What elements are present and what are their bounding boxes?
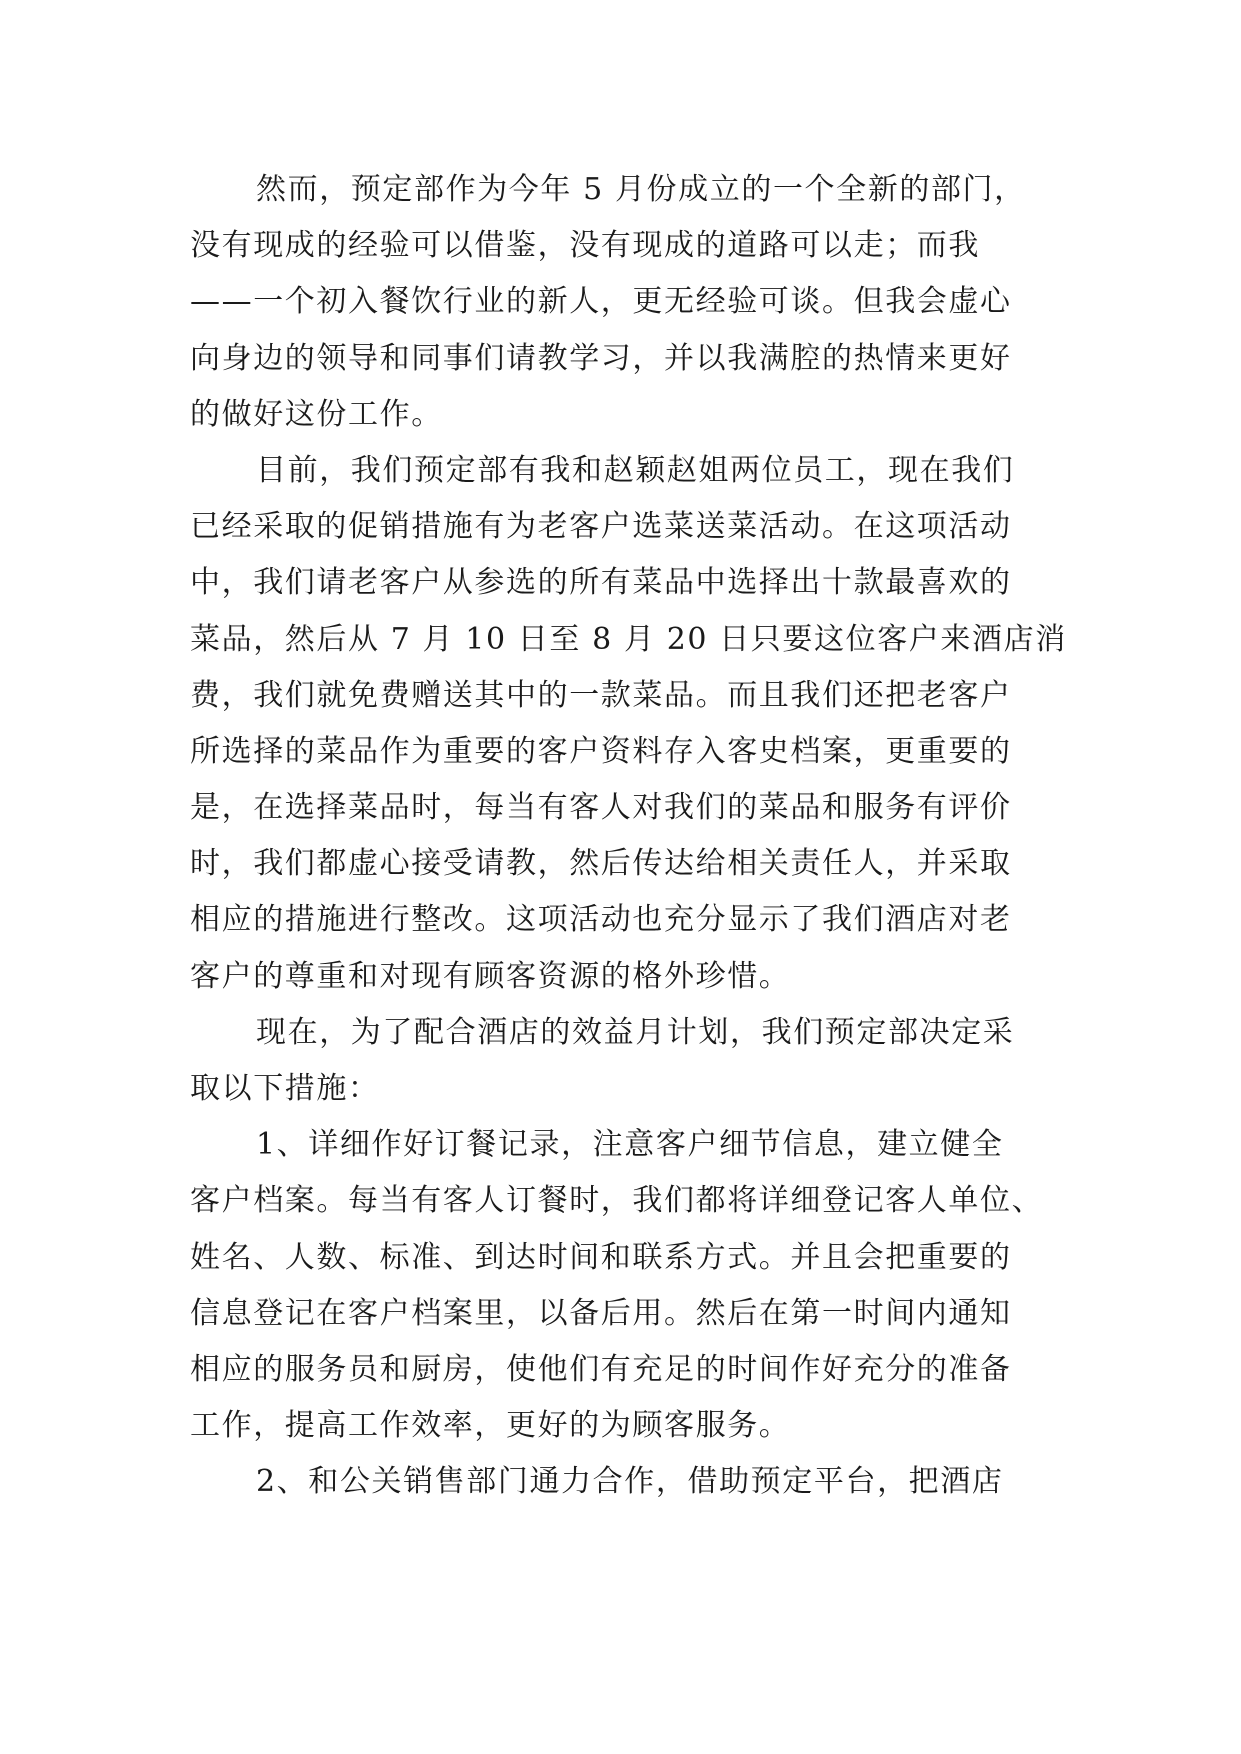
text-line: 信息登记在客户档案里，以备后用。然后在第一时间内通知 (190, 1295, 1012, 1331)
text-line: 中，我们请老客户从参选的所有菜品中选择出十款最喜欢的 (190, 565, 1012, 601)
text-line: 向身边的领导和同事们请教学习，并以我满腔的热情来更好 (190, 340, 1012, 376)
paragraph-3 (190, 1005, 1050, 1117)
text-line: 客户的尊重和对现有顾客资源的格外珍惜。 (190, 958, 791, 994)
text-line: 然而，预定部作为今年 5 月份成立的一个全新的部门， (256, 172, 1026, 207)
text-line: 菜品，然后从 7 月 10 日至 8 月 20 日只要这位客户来酒店消 (190, 621, 1067, 657)
text-line: 是，在选择菜品时，每当有客人对我们的菜品和服务有评价 (190, 790, 1012, 826)
text-line: 费，我们就免费赠送其中的一款菜品。而且我们还把老客户 (190, 677, 1012, 713)
text-line: 的做好这份工作。 (190, 396, 443, 432)
text-line: 取以下措施： (190, 1071, 380, 1106)
text-line: 没有现成的经验可以借鉴，没有现成的道路可以走；而我 (190, 228, 980, 264)
text-line: 相应的措施进行整改。这项活动也充分显示了我们酒店对老 (190, 902, 1012, 938)
text-line: 所选择的菜品作为重要的客户资料存入客史档案，更重要的 (190, 733, 1012, 769)
text-line: 工作，提高工作效率，更好的为顾客服务。 (190, 1408, 791, 1444)
text-line: 时，我们都虚心接受请教，然后传达给相关责任人，并采取 (190, 846, 1012, 882)
text-line: 姓名、人数、标准、到达时间和联系方式。并且会把重要的 (190, 1239, 1012, 1275)
text-line: 相应的服务员和厨房，使他们有充足的时间作好充分的准备 (190, 1351, 1012, 1387)
text-line: 已经采取的促销措施有为老客户选菜送菜活动。在这项活动 (190, 509, 1012, 545)
text-line: ——一个初入餐饮行业的新人，更无经验可谈。但我会虚心 (190, 284, 1012, 320)
text-line: 2、和公关销售部门通力合作，借助预定平台，把酒店 (256, 1464, 1004, 1500)
paragraph-4 (190, 1117, 1050, 1454)
text-line: 现在，为了配合酒店的效益月计划，我们预定部决定采 (256, 1014, 1015, 1050)
text-line: 1、详细作好订餐记录，注意客户细节信息，建立健全 (256, 1127, 1004, 1163)
text-line: 目前，我们预定部有我和赵颖赵姐两位员工，现在我们 (256, 452, 1015, 488)
text-line: 客户档案。每当有客人订餐时，我们都将详细登记客人单位、 (190, 1183, 1044, 1219)
paragraph-5 (190, 1454, 1050, 1510)
document-body (190, 162, 1067, 1511)
paragraph-2 (190, 443, 1067, 1005)
paragraph-1 (190, 162, 1050, 443)
